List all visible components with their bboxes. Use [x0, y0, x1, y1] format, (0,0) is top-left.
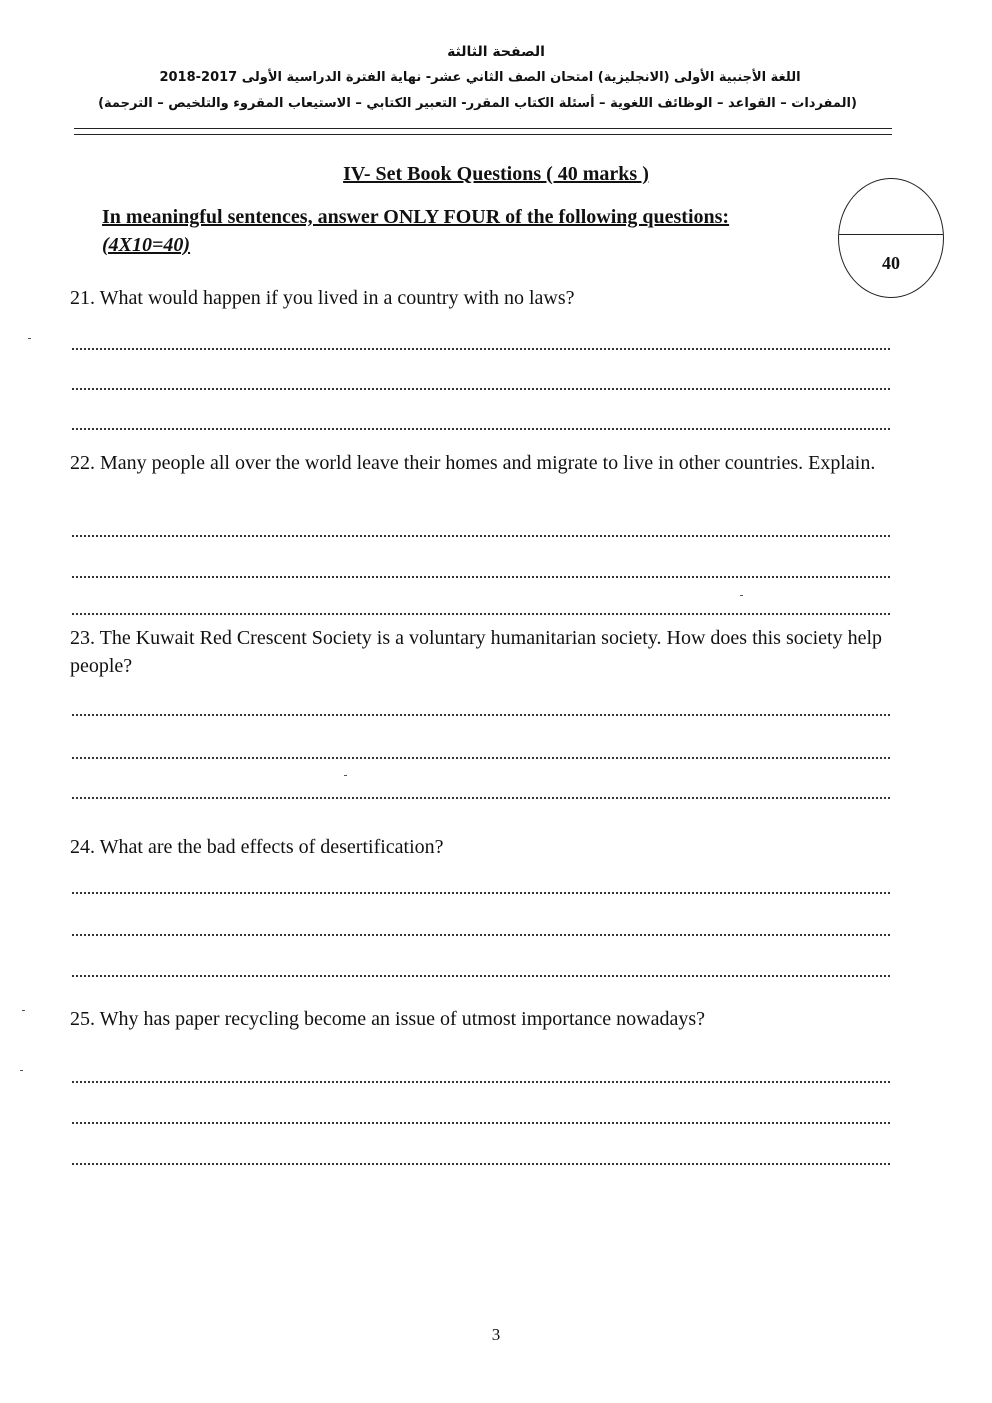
scan-speck	[740, 595, 743, 596]
answer-line[interactable]	[72, 1122, 890, 1124]
answer-line[interactable]	[72, 757, 890, 759]
answer-line[interactable]	[72, 714, 890, 716]
header-divider-top	[74, 128, 892, 129]
arabic-page-title: الصفحة الثالثة	[447, 44, 545, 60]
answer-line[interactable]	[72, 535, 890, 537]
answer-line[interactable]	[72, 797, 890, 799]
marks-formula: (4X10=40)	[102, 234, 191, 256]
scan-speck	[20, 1070, 23, 1071]
answer-line[interactable]	[72, 1163, 890, 1165]
answer-line[interactable]	[72, 388, 890, 390]
question-21: 21. What would happen if you lived in a country with no laws?	[70, 287, 575, 309]
scan-speck	[28, 338, 31, 339]
answer-line[interactable]	[72, 576, 890, 578]
score-total: 40	[882, 253, 900, 273]
arabic-exam-topics: (المفردات – القواعد – الوظائف اللغوية – أسئلة الكتاب المقرر- التعبير الكتابي – الاستيعاب المقروء والتلخيص – الترجمة)	[98, 96, 857, 111]
answer-line[interactable]	[72, 613, 890, 615]
arabic-exam-subtitle: اللغة الأجنبية الأولى (الانجليزية) امتحان الصف الثاني عشر- نهاية الفترة الدراسية الأولى 2017-2018	[159, 70, 801, 85]
scan-speck	[22, 1010, 25, 1011]
answer-line[interactable]	[72, 892, 890, 894]
scan-speck	[344, 775, 347, 776]
question-22: 22. Many people all over the world leave their homes and migrate to live in other countries. Explain.	[70, 452, 876, 474]
question-25: 25. Why has paper recycling become an issue of utmost importance nowadays?	[70, 1008, 705, 1030]
question-24: 24. What are the bad effects of desertification?	[70, 836, 444, 858]
score-box[interactable]	[838, 178, 944, 298]
question-23: 23. The Kuwait Red Crescent Society is a voluntary humanitarian society. How does this society help people?	[70, 627, 883, 677]
answer-line[interactable]	[72, 1081, 890, 1083]
answer-line[interactable]	[72, 428, 890, 430]
section-title: IV- Set Book Questions ( 40 marks )	[343, 163, 649, 185]
answer-line[interactable]	[72, 348, 890, 350]
page-number: 3	[491, 1325, 501, 1344]
answer-line[interactable]	[72, 934, 890, 936]
header-divider-bottom	[74, 134, 892, 135]
instruction	[102, 203, 852, 259]
score-divider	[839, 234, 943, 235]
instruction-text: In meaningful sentences, answer ONLY FOUR of the following questions:	[102, 206, 730, 228]
answer-line[interactable]	[72, 975, 890, 977]
